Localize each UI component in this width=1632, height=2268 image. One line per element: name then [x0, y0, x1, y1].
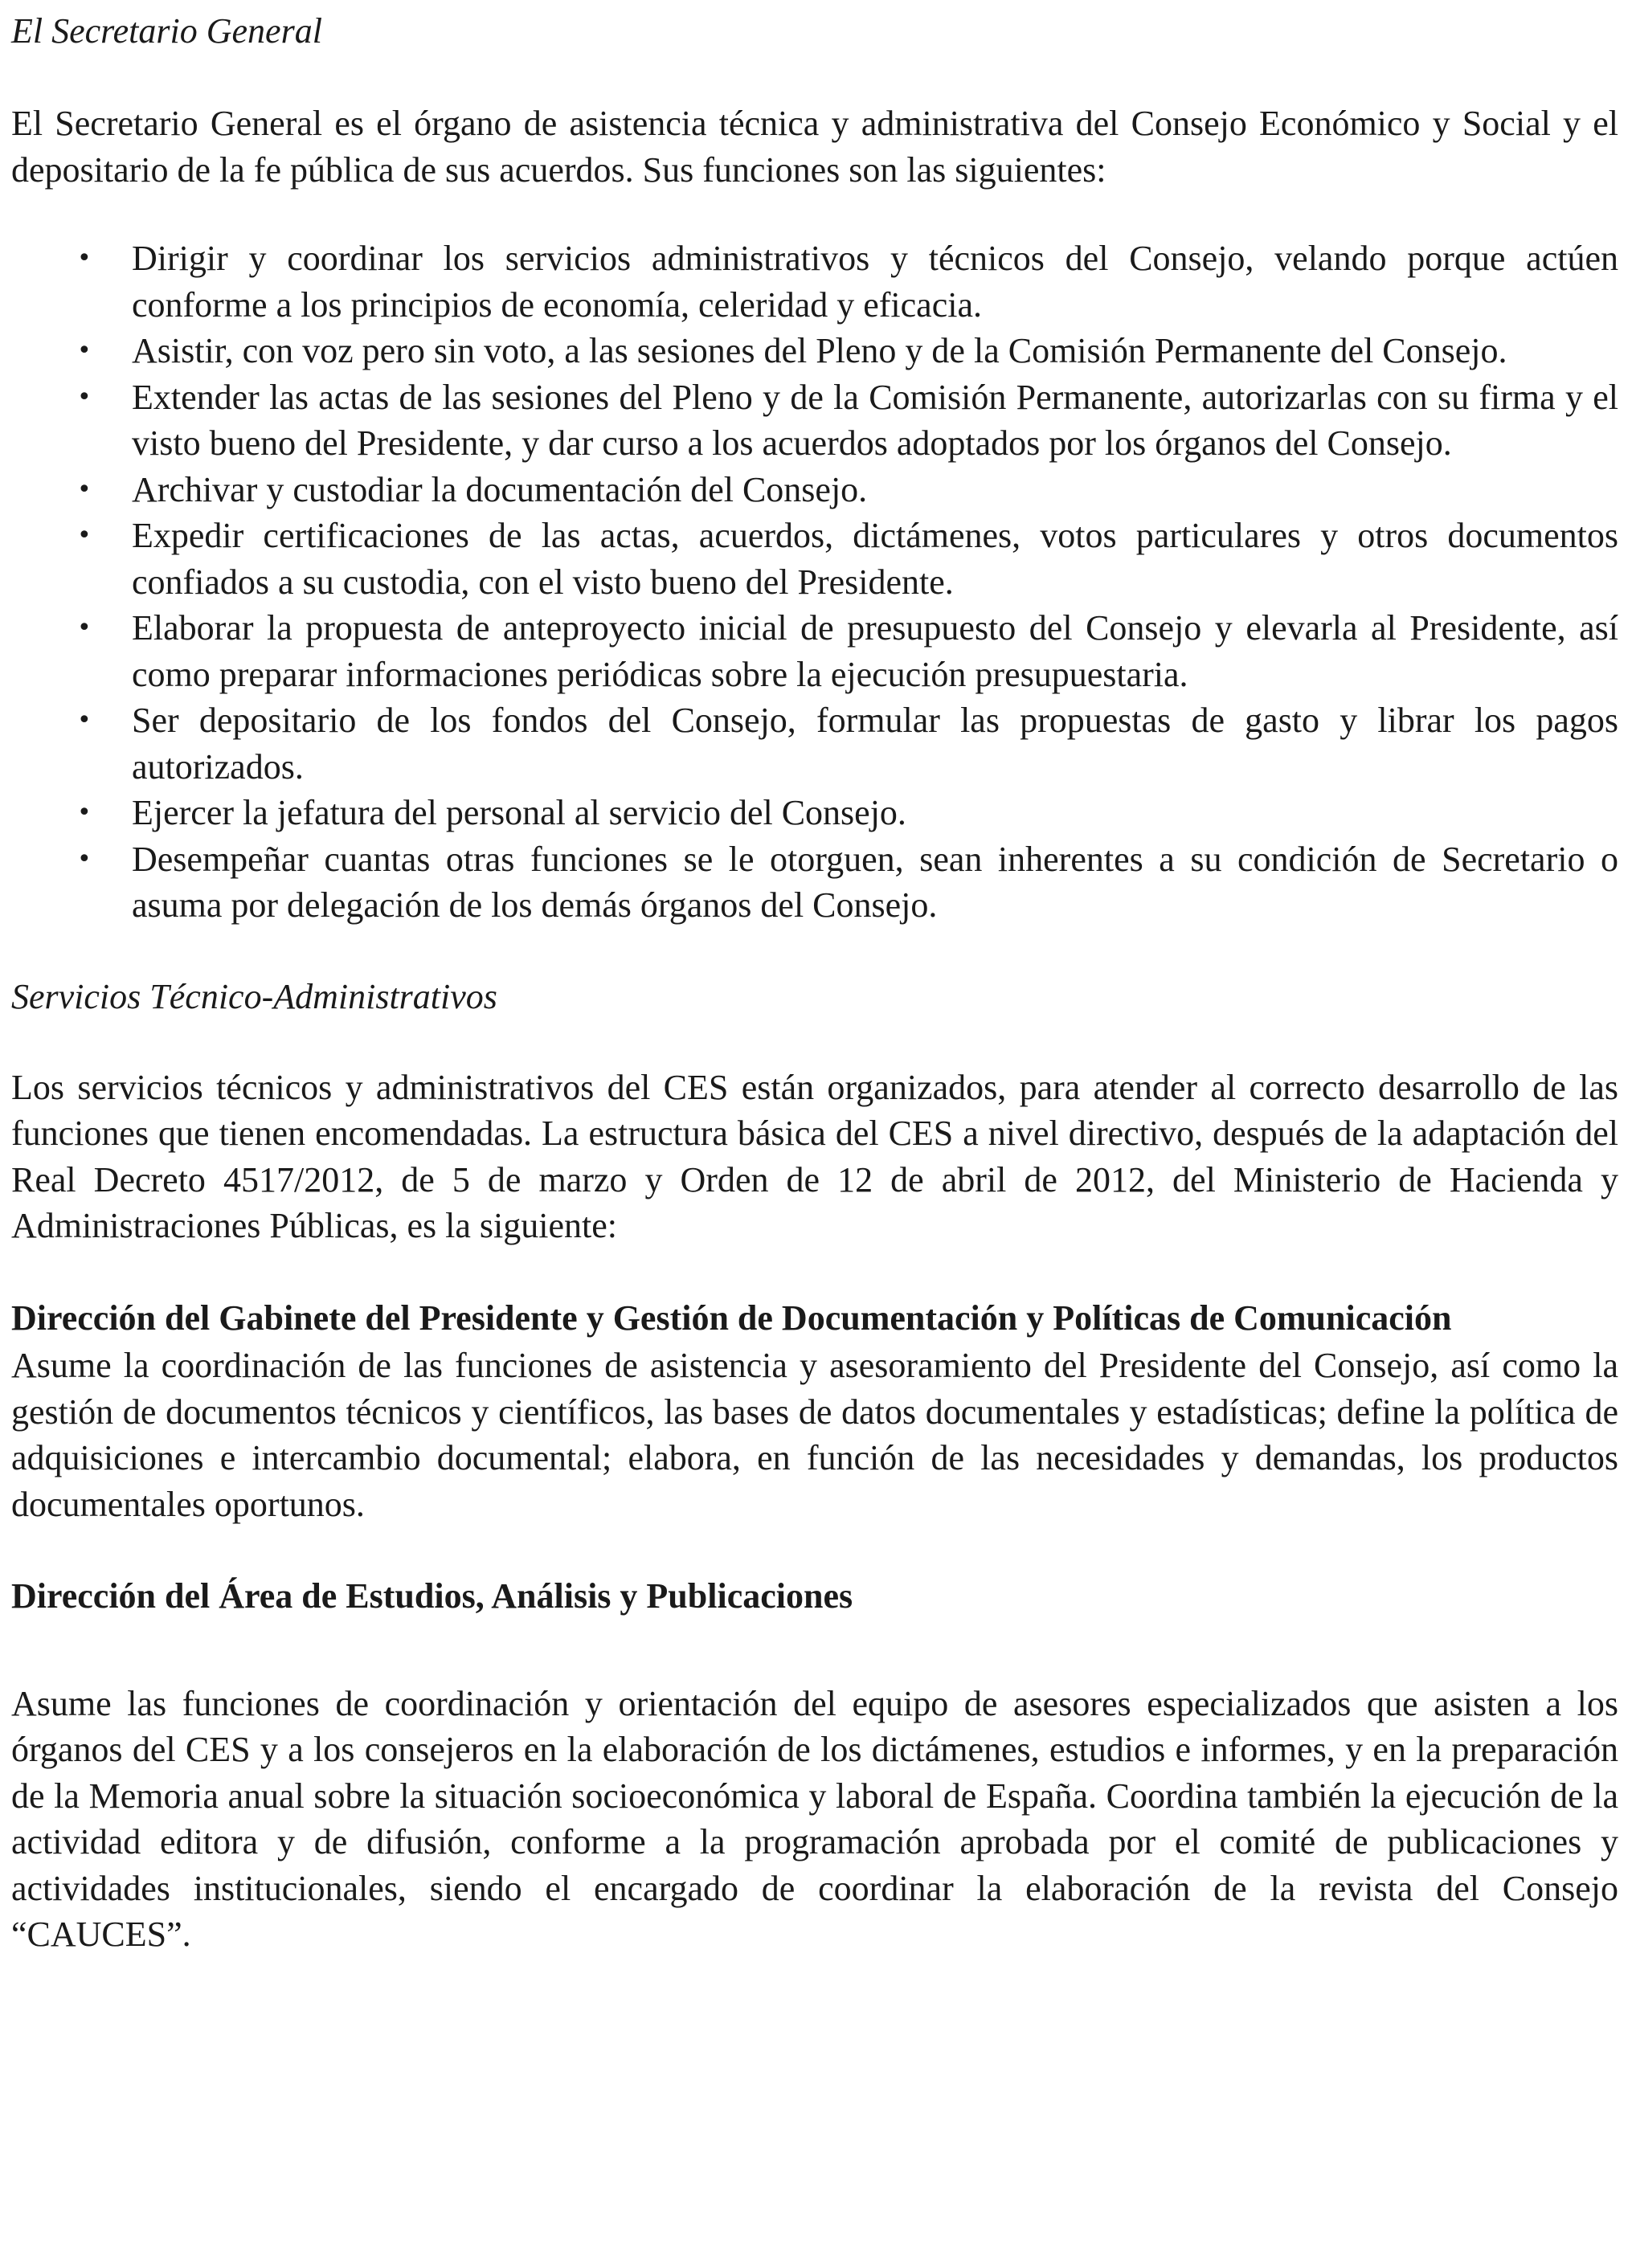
list-item-text: Asistir, con voz pero sin voto, a las sesiones del Pleno y de la Comisión Permanente del Consejo.: [132, 331, 1507, 370]
list-item-text: Desempeñar cuantas otras funciones se le otorguen, sean inherentes a su condición de Secretario o asuma por delegación de los demás órganos del Consejo.: [132, 839, 1618, 925]
list-item-text: Elaborar la propuesta de anteproyecto inicial de presupuesto del Consejo y elevarla al Presidente, así como preparar informaciones periódicas sobre la ejecución presupuestaria.: [132, 608, 1618, 694]
functions-list: [11, 235, 1618, 929]
list-item: [11, 235, 1618, 328]
bullet-icon: •: [77, 706, 92, 734]
section-heading-secretario-general: El Secretario General: [11, 11, 322, 51]
list-item: [11, 605, 1618, 697]
list-item: [11, 697, 1618, 790]
bullet-icon: •: [77, 799, 92, 827]
bullet-icon: •: [77, 614, 92, 642]
list-item-text: Archivar y custodiar la documentación del Consejo.: [132, 469, 868, 509]
section-heading-estudios: Dirección del Área de Estudios, Análisis y Publicaciones: [11, 1576, 853, 1616]
document-page: [11, 8, 1618, 1958]
list-item: [11, 513, 1618, 605]
bullet-icon: •: [77, 844, 92, 873]
list-item-text: Dirigir y coordinar los servicios administrativos y técnicos del Consejo, velando porque actúen conforme a los principios de economía, celeridad y eficacia.: [132, 239, 1618, 325]
bullet-icon: •: [77, 244, 92, 272]
list-item-text: Ser depositario de los fondos del Consejo, formular las propuestas de gasto y librar los pagos autorizados.: [132, 701, 1618, 787]
list-item-text: Expedir certificaciones de las actas, acuerdos, dictámenes, votos particulares y otros documentos confiados a su custodia, con el visto bueno del Presidente.: [132, 516, 1618, 602]
paragraph-servicios-intro: Los servicios técnicos y administrativos del CES están organizados, para atender al correcto desarrollo de las funciones que tienen encomendadas. La estructura básica del CES a nivel directivo, después de la adaptación del Real Decreto 4517/2012, de 5 de marzo y Orden de 12 de abril de 2012, del Ministerio de Hacienda y Administraciones Públicas, es la siguiente:: [11, 1067, 1618, 1245]
bullet-icon: •: [77, 521, 92, 550]
bullet-icon: •: [77, 337, 92, 365]
list-item: [11, 328, 1618, 374]
bullet-icon: •: [77, 475, 92, 504]
section-heading-gabinete: Dirección del Gabinete del Presidente y Gestión de Documentación y Políticas de Comunicación: [11, 1297, 1452, 1338]
list-item-text: Extender las actas de las sesiones del Pleno y de la Comisión Permanente, autorizarlas con su firma y el visto bueno del Presidente, y dar curso a los acuerdos adoptados por los órganos del Consejo.: [132, 377, 1618, 463]
section-heading-servicios: Servicios Técnico-Administrativos: [11, 976, 497, 1016]
list-item-text: Ejercer la jefatura del personal al servicio del Consejo.: [132, 793, 906, 832]
list-item: [11, 467, 1618, 513]
list-item: [11, 790, 1618, 836]
paragraph-estudios-body: Asume las funciones de coordinación y orientación del equipo de asesores especializados que asisten a los órganos del CES y a los consejeros en la elaboración de los dictámenes, estudios e informes, y en la preparación de la Memoria anual sobre la situación socioeconómica y laboral de España. Coordina también la ejecución de la actividad editora y de difusión, conforme a la programación aprobada por el comité de publicaciones y actividades institucionales, siendo el encargado de coordinar la elaboración de la revista del Consejo “CAUCES”.: [11, 1683, 1618, 1954]
list-item: [11, 374, 1618, 467]
list-item: [11, 836, 1618, 929]
paragraph-secretario-intro: El Secretario General es el órgano de asistencia técnica y administrativa del Consejo Económico y Social y el depositario de la fe pública de sus acuerdos. Sus funciones son las siguientes:: [11, 104, 1618, 190]
bullet-icon: •: [77, 382, 92, 411]
paragraph-gabinete-body: Asume la coordinación de las funciones de asistencia y asesoramiento del Presidente del Consejo, así como la gestión de documentos técnicos y científicos, las bases de datos documentales y estadísticas; define la política de adquisiciones e intercambio documental; elabora, en función de las necesidades y demandas, los productos documentales oportunos.: [11, 1346, 1618, 1524]
